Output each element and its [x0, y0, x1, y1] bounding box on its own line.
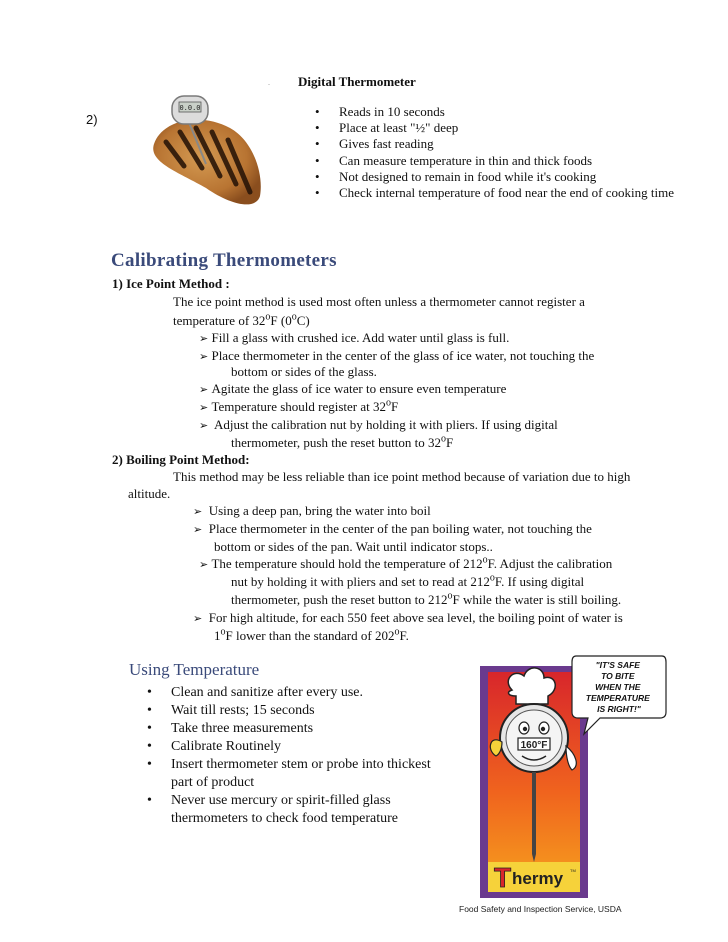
arrow-bullet-icon: ➢	[193, 523, 203, 536]
ice-intro-line: temperature of 32$^o$F (0$^o$C)	[173, 311, 310, 328]
poster-credit: Food Safety and Inspection Service, USDA	[459, 904, 622, 914]
list-item: • Can measure temperature in thin and thick foods	[312, 153, 674, 169]
ice-step-continued: thermometer, push the reset button to 32$^o$F	[231, 433, 454, 450]
list-item: • Gives fast reading	[312, 136, 674, 152]
speech-bubble-text: "IT'S SAFE TO BITE WHEN THE TEMPERATURE IS RIGHT!"	[585, 660, 650, 714]
boiling-step-continued: nut by holding it with pliers and set to read at 212$^o$F. If using digital	[231, 572, 585, 589]
list-item: • Wait till rests; 15 seconds	[147, 702, 431, 720]
arrow-bullet-icon: ➢	[199, 332, 209, 345]
list-item: • Clean and sanitize after every use.	[147, 684, 431, 702]
thermometer-display-reading: 0.0.0	[179, 104, 201, 112]
dot-mark: .	[268, 78, 270, 87]
ice-step: ➢ Place thermometer in the center of the glass of ice water, not touching the	[199, 348, 595, 363]
list-item: • Take three measurements	[147, 720, 431, 738]
boiling-step: ➢ Using a deep pan, bring the water into boil	[193, 503, 431, 518]
arrow-bullet-icon: ➢	[199, 383, 209, 396]
chicken-thermometer-image	[148, 92, 266, 212]
list-item: • Check internal temperature of food near the end of cooking time	[312, 185, 674, 201]
boiling-step-continued: bottom or sides of the pan. Wait until indicator stops..	[214, 539, 493, 554]
brand-name: hermy	[512, 869, 564, 888]
list-item: • Not designed to remain in food while it's cooking	[312, 169, 674, 185]
item-number: 2)	[86, 112, 98, 127]
boiling-intro-line: This method may be less reliable than ice point method because of variation due to high	[173, 469, 631, 484]
boiling-step-continued: 1$^o$F lower than the standard of 202$^o$F.	[214, 626, 409, 643]
boiling-step: ➢ The temperature should hold the temperature of 212$^o$F. Adjust the calibration	[199, 554, 613, 571]
boiling-step-continued: thermometer, push the reset button to 212$^o$F while the water is still boiling.	[231, 590, 622, 607]
list-item: • Place at least "½" deep	[312, 120, 674, 136]
arrow-bullet-icon: ➢	[199, 558, 209, 571]
ice-intro-line: The ice point method is used most often unless a thermometer cannot register a	[173, 294, 585, 309]
brand-initial: T	[494, 862, 512, 893]
ice-step: ➢ Temperature should register at 32$^o$F	[199, 397, 399, 414]
ice-point-title: 1) Ice Point Method :	[112, 276, 230, 291]
list-item: • Insert thermometer stem or probe into thickest part of product	[147, 756, 431, 792]
dial-reading: 160°F	[520, 740, 548, 751]
boiling-intro-line: altitude.	[128, 486, 171, 501]
list-item: • Reads in 10 seconds	[312, 104, 674, 120]
arrow-bullet-icon: ➢	[199, 419, 209, 432]
list-item: • Calibrate Routinely	[147, 738, 431, 756]
ice-step: ➢ Fill a glass with crushed ice. Add water until glass is full.	[199, 330, 510, 345]
list-item: • Never use mercury or spirit-filled glass thermometers to check food temperature	[147, 792, 431, 828]
ice-step: ➢ Adjust the calibration nut by holding it with pliers. If using digital	[199, 417, 558, 432]
arrow-bullet-icon: ➢	[193, 612, 203, 625]
using-temperature-heading: Using Temperature	[129, 660, 260, 679]
ice-step-continued: bottom or sides of the glass.	[231, 364, 377, 379]
ice-step: ➢ Agitate the glass of ice water to ensure even temperature	[199, 381, 507, 396]
arrow-bullet-icon: ➢	[193, 505, 203, 518]
arrow-bullet-icon: ➢	[199, 350, 209, 363]
boiling-step: ➢ Place thermometer in the center of the pan boiling water, not touching the	[193, 521, 592, 536]
digital-bullet-list	[312, 104, 674, 201]
arrow-bullet-icon: ➢	[199, 401, 209, 414]
using-bullet-list	[147, 684, 431, 828]
digital-thermometer-title: Digital Thermometer	[298, 74, 416, 89]
boiling-point-title: 2) Boiling Point Method:	[112, 452, 250, 467]
thermy-poster	[472, 650, 668, 902]
trademark: TM	[570, 868, 576, 873]
boiling-step: ➢ For high altitude, for each 550 feet above sea level, the boiling point of water is	[193, 610, 623, 625]
calibrating-heading: Calibrating Thermometers	[111, 250, 337, 271]
